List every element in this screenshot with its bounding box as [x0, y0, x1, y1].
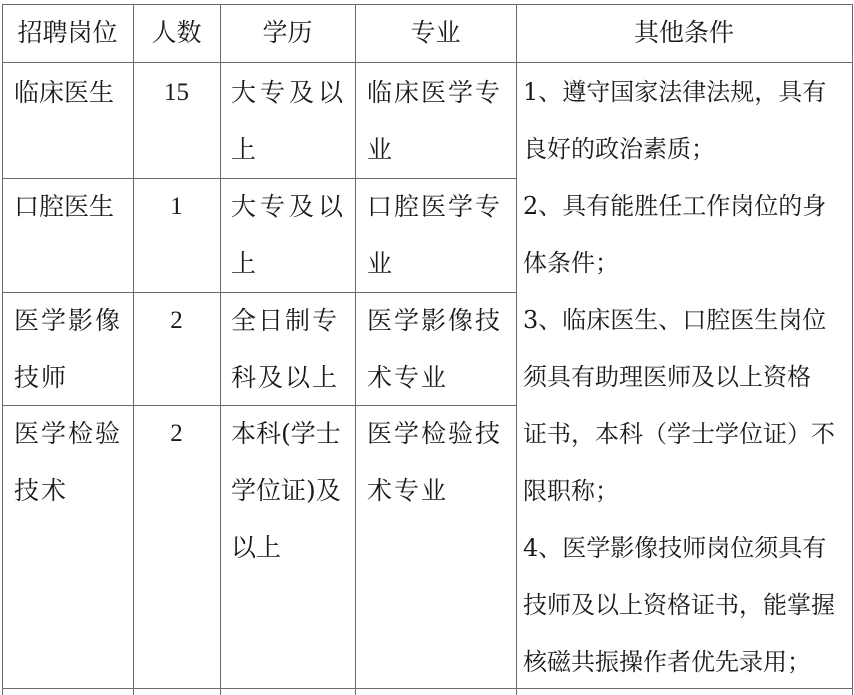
major-cell — [367, 405, 502, 519]
cell-text-line: 医学影像 — [14, 306, 123, 335]
cell-text-line: 医学检验 — [14, 419, 123, 448]
cell-text-line: 大专及以 — [231, 78, 348, 107]
major-cell — [367, 64, 502, 178]
header-cell: 专业 — [410, 18, 461, 47]
header-cell: 学历 — [262, 18, 313, 47]
count-cell: 2 — [170, 307, 183, 334]
table-border-left — [2, 4, 3, 695]
condition-line: 限职称； — [523, 477, 619, 505]
condition-line: 1、遵守国家法律法规，具有 — [523, 78, 827, 106]
major-cell — [367, 292, 502, 406]
cell-text-line: 上 — [231, 249, 261, 278]
cell-text-line: 术专业 — [367, 363, 449, 392]
cell-text-line: 业 — [367, 135, 395, 164]
cell-text-line: 本科(学士 — [231, 419, 341, 448]
position-cell — [14, 64, 114, 121]
cell-text-line: 口腔医生 — [14, 192, 115, 221]
cell-text-line: 以上 — [231, 533, 282, 562]
cell-text-line: 口腔医学专 — [367, 192, 503, 221]
cell-text-line: 业 — [367, 249, 395, 278]
cell-text-line: 医学检验技 — [367, 419, 503, 448]
header-cell: 招聘岗位 — [17, 18, 118, 47]
condition-line: 须具有助理医师及以上资格 — [523, 363, 811, 391]
education-cell — [231, 292, 339, 406]
cell-text-line: 医学影像技 — [367, 306, 503, 335]
table-border-right — [852, 4, 853, 695]
condition-line: 4、医学影像技师岗位须具有 — [523, 534, 827, 562]
education-cell — [231, 405, 341, 576]
count-cell: 2 — [170, 420, 183, 447]
position-cell — [14, 292, 122, 406]
column-divider — [220, 4, 221, 695]
cell-text-line: 临床医生 — [14, 78, 115, 107]
header-divider — [2, 62, 853, 63]
position-cell — [14, 405, 122, 519]
count-cell: 1 — [170, 193, 183, 220]
condition-line: 3、临床医生、口腔医生岗位 — [523, 306, 827, 334]
cell-text-line: 临床医学专 — [367, 78, 503, 107]
major-cell — [367, 178, 502, 292]
condition-line: 技师及以上资格证书，能掌握 — [523, 591, 835, 619]
column-divider — [516, 4, 517, 695]
cell-text-line: 大专及以 — [231, 192, 348, 221]
position-cell — [14, 178, 114, 235]
cell-text-line: 技术 — [14, 476, 69, 505]
cell-text-line: 上 — [231, 135, 261, 164]
cell-text-line: 科及以上 — [231, 363, 340, 392]
condition-line: 体条件； — [523, 249, 619, 277]
condition-line: 良好的政治素质； — [523, 135, 715, 163]
other-conditions-cell — [523, 64, 835, 691]
condition-line: 证书，本科（学士学位证）不 — [523, 420, 835, 448]
cell-text-line: 学位证)及 — [231, 476, 341, 505]
condition-line: 核磁共振操作者优先录用； — [523, 648, 811, 676]
header-cell: 其他条件 — [633, 18, 734, 47]
count-cell: 15 — [164, 79, 189, 106]
cell-text-line: 技师 — [14, 363, 69, 392]
cell-text-line: 全日制专 — [231, 306, 340, 335]
education-cell — [231, 178, 347, 292]
header-cell: 人数 — [151, 18, 202, 47]
cell-text-line: 术专业 — [367, 476, 449, 505]
column-divider — [355, 4, 356, 695]
condition-line: 2、具有能胜任工作岗位的身 — [523, 192, 827, 220]
education-cell — [231, 64, 347, 178]
